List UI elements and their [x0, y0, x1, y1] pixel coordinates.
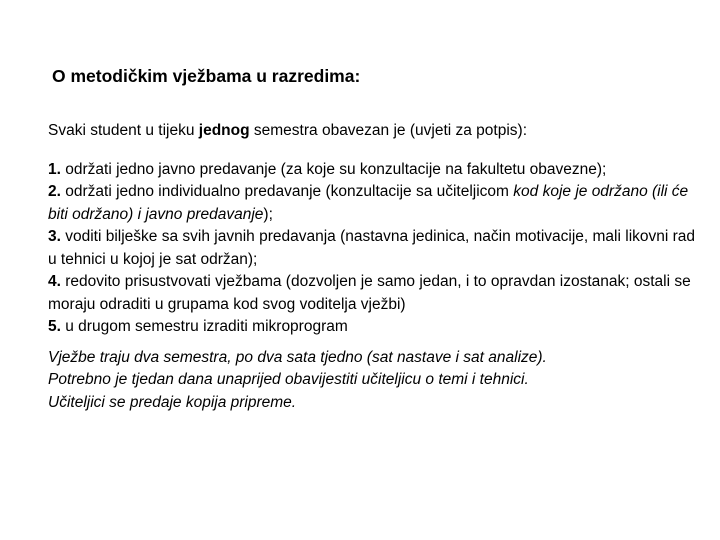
note-line-3: Učiteljici se predaje kopija pripreme. — [48, 393, 297, 411]
note-line-1: Vježbe traju dva semestra, po dva sata tjedno (sat nastave i sat analize). — [48, 348, 547, 366]
intro-text-before: Svaki student u tijeku — [48, 122, 199, 139]
item-text: u drugom semestru izraditi mikroprogram — [60, 318, 348, 335]
note-line-2: Potrebno je tjedan dana unaprijed obavijestiti učiteljicu o temi i tehnici. — [48, 371, 529, 388]
requirements-list — [48, 159, 698, 339]
item-text-italic: kod koje je održano (ili će biti održano) i javno predavanje — [48, 183, 689, 223]
notes-block — [48, 347, 698, 415]
item-number: 3. — [48, 228, 61, 245]
intro-text-bold: jednog — [198, 122, 250, 139]
requirement-item-4 — [48, 271, 698, 316]
item-number: 5. — [48, 318, 61, 335]
item-number: 2. — [48, 183, 61, 200]
intro-text-after: semestra obavezan je (uvjeti za potpis): — [249, 122, 528, 139]
slide-content — [48, 120, 698, 414]
item-text: održati jedno javno predavanje (za koje su konzultacije na fakultetu obavezne); — [60, 160, 607, 178]
item-text-before: održati jedno individualno predavanje (konzultacije sa učiteljicom — [60, 183, 514, 200]
slide-title: O metodičkim vježbama u razredima: — [52, 66, 361, 86]
requirement-item-1 — [48, 159, 698, 182]
item-text: voditi bilješke sa svih javnih predavanja (nastavna jedinica, način motivacije, mali likovni rad u tehnici u kojoj je sat održan); — [48, 228, 696, 268]
requirement-item-3 — [48, 226, 698, 271]
intro-paragraph — [48, 120, 698, 143]
item-text-after: ); — [263, 205, 273, 223]
item-number: 1. — [48, 160, 61, 178]
item-number: 4. — [48, 273, 61, 290]
item-text: redovito prisustvovati vježbama (dozvoljen je samo jedan, i to opravdan izostanak; ostali se moraju odraditi u grupama kod svog voditelja vježbi) — [48, 273, 691, 313]
requirement-item-5 — [48, 316, 698, 339]
requirement-item-2 — [48, 181, 698, 226]
